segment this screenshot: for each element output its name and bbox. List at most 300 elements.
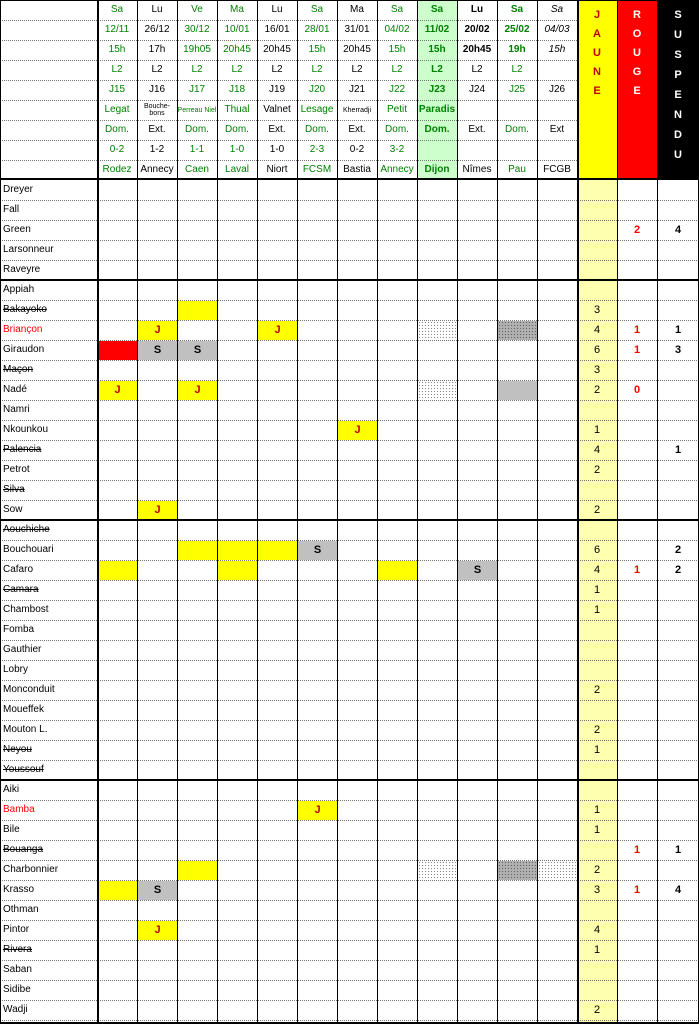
match-time: 17h — [148, 44, 166, 55]
card-cell: J — [298, 801, 337, 820]
card-cell — [178, 541, 217, 560]
card-cell: S — [178, 341, 217, 360]
suspendu-count — [657, 500, 699, 520]
column-divider — [257, 0, 258, 1024]
jaune-count — [577, 400, 617, 420]
player-name: Aiki — [3, 784, 20, 795]
match-time: 19h05 — [183, 44, 211, 55]
match-date: 10/01 — [224, 24, 250, 35]
column-divider — [417, 0, 418, 1024]
rouge-count: 1 — [633, 563, 641, 576]
rouge-count — [617, 400, 657, 420]
rouge-count — [617, 480, 657, 500]
card-cell — [258, 541, 297, 560]
match-round: J26 — [548, 84, 566, 95]
player-name: Aouchiche — [3, 524, 50, 535]
rouge-count — [617, 760, 657, 780]
match-venue: Ext — [549, 124, 565, 135]
card-cell: J — [178, 381, 217, 400]
card-cell: J — [138, 321, 177, 340]
card-cell — [98, 341, 137, 360]
match-day: Lu — [271, 4, 283, 15]
match-referee — [537, 100, 577, 120]
player-name: Bakayoko — [3, 304, 47, 315]
suspendu-count — [657, 760, 699, 780]
match-opponent: Laval — [225, 164, 249, 175]
player-name: Charbonnier — [3, 864, 59, 875]
rouge-count — [617, 660, 657, 680]
match-round: J22 — [388, 84, 406, 95]
jaune-count: 2 — [593, 503, 601, 516]
rouge-count — [617, 240, 657, 260]
column-divider — [177, 0, 178, 1024]
suspendu-count — [657, 800, 699, 820]
match-score — [537, 140, 577, 160]
card-cell: S — [138, 881, 177, 900]
match-score: 1-0 — [269, 144, 285, 155]
match-time: 15h — [308, 44, 326, 55]
jaune-count: 6 — [593, 343, 601, 356]
player-name: Saban — [3, 964, 32, 975]
match-score — [457, 140, 497, 160]
match-referee: Lesage — [300, 104, 334, 115]
player-name: Palencia — [3, 444, 42, 455]
jaune-count — [577, 260, 617, 280]
rouge-count — [617, 800, 657, 820]
suspendu-count — [657, 860, 699, 880]
jaune-count: 4 — [593, 563, 601, 576]
rouge-count — [617, 960, 657, 980]
suspendu-count — [657, 700, 699, 720]
match-opponent: FCSM — [302, 164, 332, 175]
suspendu-count — [657, 400, 699, 420]
match-league: L2 — [111, 64, 123, 75]
match-referee: Bouche-bons — [143, 103, 171, 117]
player-name: Gauthier — [3, 644, 42, 655]
suspendu-count: 1 — [674, 443, 682, 456]
card-cell — [418, 861, 457, 880]
jaune-count: 2 — [593, 1003, 601, 1016]
match-league: L2 — [391, 64, 403, 75]
suspendu-count — [657, 280, 699, 300]
rouge-header-letter: R — [633, 9, 641, 21]
player-name: Krasso — [3, 884, 35, 895]
match-round: J25 — [508, 84, 526, 95]
jaune-count: 4 — [593, 923, 601, 936]
match-venue: Dom. — [105, 124, 129, 135]
match-league: L2 — [431, 64, 443, 75]
rouge-count — [617, 700, 657, 720]
suspendu-count — [657, 720, 699, 740]
match-score: 0-2 — [349, 144, 365, 155]
player-name: Rivera — [3, 944, 32, 955]
match-venue: Dom. — [225, 124, 249, 135]
match-score: 3-2 — [389, 144, 405, 155]
player-name: Pintor — [3, 924, 30, 935]
player-name: Bouchouari — [3, 544, 54, 555]
column-divider — [217, 0, 218, 1024]
column-divider — [577, 0, 579, 1024]
match-score: 1-0 — [229, 144, 245, 155]
match-day: Lu — [151, 4, 163, 15]
match-time: 20h45 — [462, 44, 492, 55]
match-league: L2 — [471, 64, 483, 75]
player-name: Chambost — [3, 604, 49, 615]
rouge-count — [617, 580, 657, 600]
match-league: L2 — [311, 64, 323, 75]
rouge-header-letter: G — [632, 66, 642, 78]
card-cell — [498, 861, 537, 880]
jaune-count — [577, 520, 617, 540]
suspendu-count — [657, 920, 699, 940]
rouge-count — [617, 720, 657, 740]
player-name: Bouanga — [3, 844, 44, 855]
match-date: 04/03 — [544, 24, 570, 35]
jaune-count — [577, 200, 617, 220]
rouge-count — [617, 200, 657, 220]
suspendu-count — [657, 180, 699, 200]
player-name: Giraudon — [3, 344, 45, 355]
match-referee: Petit — [386, 104, 407, 115]
card-cell — [98, 561, 137, 580]
card-cell — [538, 861, 577, 880]
player-name: Sidibe — [3, 984, 31, 995]
suspendu-header-letter: N — [674, 109, 682, 121]
column-divider — [377, 0, 378, 1024]
match-day: Sa — [550, 4, 564, 15]
match-score: 0-2 — [109, 144, 125, 155]
suspendu-count: 2 — [674, 563, 682, 576]
card-cell — [218, 541, 257, 560]
suspendu-count — [657, 960, 699, 980]
jaune-header-letter: J — [593, 9, 601, 21]
match-date: 16/01 — [264, 24, 290, 35]
suspendu-count — [657, 820, 699, 840]
match-round: J21 — [348, 84, 366, 95]
player-name: Raveyre — [3, 264, 41, 275]
jaune-count: 4 — [593, 443, 601, 456]
match-opponent: Bastia — [343, 164, 371, 175]
match-score: 2-3 — [309, 144, 325, 155]
match-round: J19 — [268, 84, 286, 95]
suspendu-count — [657, 900, 699, 920]
jaune-count — [577, 280, 617, 300]
match-round: J20 — [308, 84, 326, 95]
match-venue: Dom. — [505, 124, 529, 135]
match-opponent: Pau — [508, 164, 526, 175]
jaune-header-letter: N — [593, 66, 601, 78]
card-cell — [378, 561, 417, 580]
jaune-count — [577, 700, 617, 720]
suspendu-count: 1 — [674, 323, 682, 336]
rouge-count — [617, 540, 657, 560]
match-time: 20h45 — [263, 44, 291, 55]
card-cell — [498, 321, 537, 340]
match-league: L2 — [151, 64, 163, 75]
player-name: Lobry — [3, 664, 29, 675]
match-time: 15h — [548, 44, 566, 55]
match-day: Ma — [350, 4, 364, 15]
header-row-divider — [0, 160, 577, 162]
match-time: 19h — [508, 44, 526, 55]
player-name: Wadji — [3, 1004, 28, 1015]
jaune-count — [577, 180, 617, 200]
match-league: L2 — [191, 64, 203, 75]
match-round: J17 — [188, 84, 206, 95]
rouge-count: 1 — [633, 323, 641, 336]
match-referee: Paradis — [418, 104, 456, 115]
match-day: Sa — [110, 4, 124, 15]
player-name: Fomba — [3, 624, 35, 635]
header-row-divider — [0, 140, 577, 142]
card-cell: S — [138, 341, 177, 360]
card-cell: J — [98, 381, 137, 400]
rouge-count — [617, 780, 657, 800]
jaune-count — [577, 900, 617, 920]
rouge-count: 1 — [633, 343, 641, 356]
suspendu-count — [657, 980, 699, 1000]
rouge-count — [617, 180, 657, 200]
match-league: L2 — [351, 64, 363, 75]
match-opponent: FCGB — [543, 164, 571, 175]
match-opponent: Niort — [266, 164, 288, 175]
suspendu-count: 1 — [674, 843, 682, 856]
match-referee: Kherradji — [342, 106, 371, 114]
card-cell — [418, 381, 457, 400]
player-name: Bamba — [3, 804, 35, 815]
suspendu-header-letter: S — [674, 9, 682, 21]
rouge-count — [617, 940, 657, 960]
match-league: L2 — [231, 64, 243, 75]
jaune-count: 1 — [593, 603, 601, 616]
jaune-count — [577, 780, 617, 800]
card-cell — [178, 301, 217, 320]
player-name: Bile — [3, 824, 20, 835]
jaune-count: 6 — [593, 543, 601, 556]
rouge-count: 1 — [633, 883, 641, 896]
match-time: 15h — [428, 44, 446, 55]
match-day: Sa — [510, 4, 524, 15]
match-date: 31/01 — [344, 24, 370, 35]
player-name: Petrot — [3, 464, 30, 475]
player-name: Green — [3, 224, 31, 235]
suspendu-count: 3 — [674, 343, 682, 356]
column-divider — [0, 0, 1, 1024]
jaune-count: 3 — [593, 363, 601, 376]
match-league: L2 — [271, 64, 283, 75]
card-cell — [218, 561, 257, 580]
header-row-divider — [0, 20, 577, 22]
card-cell: J — [338, 421, 377, 440]
match-venue: Ext. — [348, 124, 366, 135]
header-row-divider — [0, 80, 577, 82]
match-time: 20h45 — [223, 44, 251, 55]
card-cell: J — [138, 921, 177, 940]
card-cell: S — [298, 541, 337, 560]
match-opponent: Nîmes — [462, 164, 492, 175]
match-date: 12/11 — [104, 24, 130, 35]
player-name: Cafaro — [3, 564, 34, 575]
player-name: Mouton L. — [3, 724, 48, 735]
card-cell — [178, 861, 217, 880]
jaune-count: 1 — [593, 583, 601, 596]
rouge-count — [617, 740, 657, 760]
jaune-count — [577, 220, 617, 240]
jaune-count — [577, 840, 617, 860]
card-cell: J — [258, 321, 297, 340]
match-score — [417, 140, 457, 160]
rouge-count — [617, 280, 657, 300]
player-name: Othman — [3, 904, 39, 915]
rouge-count — [617, 260, 657, 280]
suspendu-count — [657, 300, 699, 320]
player-name: Monconduit — [3, 684, 55, 695]
header-row-divider — [0, 60, 577, 62]
rouge-count — [617, 500, 657, 520]
jaune-count — [577, 980, 617, 1000]
player-name: Appiah — [3, 284, 35, 295]
player-name: Fall — [3, 204, 20, 215]
suspendu-header-letter: U — [674, 149, 682, 161]
match-time: 15h — [108, 44, 126, 55]
rouge-header-letter: E — [633, 85, 641, 97]
jaune-count — [577, 640, 617, 660]
rouge-count: 1 — [633, 843, 641, 856]
player-name: Namri — [3, 404, 30, 415]
rouge-count: 2 — [633, 223, 641, 236]
suspendu-header-letter: U — [674, 29, 682, 41]
player-name: Neyou — [3, 744, 32, 755]
rouge-count — [617, 640, 657, 660]
suspendu-header-letter: E — [674, 89, 682, 101]
column-divider — [657, 0, 658, 1024]
rouge-count: 0 — [633, 383, 641, 396]
player-name: Youssouf — [3, 764, 44, 775]
jaune-count — [577, 240, 617, 260]
match-round: J23 — [428, 84, 446, 95]
rouge-count — [617, 600, 657, 620]
header-row-divider — [0, 120, 577, 122]
match-day: Ma — [230, 4, 244, 15]
player-name: Moueffek — [3, 704, 44, 715]
match-venue: Dom. — [385, 124, 409, 135]
jaune-header-letter: A — [593, 28, 601, 40]
jaune-count — [577, 960, 617, 980]
card-cell: J — [138, 501, 177, 520]
column-divider — [497, 0, 498, 1024]
card-cell — [498, 381, 537, 400]
match-referee — [457, 100, 497, 120]
jaune-header-letter: U — [593, 47, 601, 59]
player-name: Maçon — [3, 364, 34, 375]
match-league — [537, 60, 577, 80]
match-referee: Thual — [224, 104, 250, 115]
match-time: 15h — [388, 44, 406, 55]
match-date: 28/01 — [304, 24, 330, 35]
jaune-count: 1 — [593, 743, 601, 756]
match-opponent: Annecy — [140, 164, 174, 175]
match-round: J18 — [228, 84, 246, 95]
match-venue: Ext. — [468, 124, 486, 135]
match-opponent: Caen — [185, 164, 209, 175]
suspendu-count — [657, 640, 699, 660]
jaune-count: 4 — [593, 323, 601, 336]
player-name: Dreyer — [3, 184, 34, 195]
suspendu-count — [657, 380, 699, 400]
player-name: Nadé — [3, 384, 27, 395]
match-day: Sa — [310, 4, 324, 15]
player-name: Silva — [3, 484, 25, 495]
player-name: Larsonneur — [3, 244, 54, 255]
rouge-count — [617, 980, 657, 1000]
match-score: 1-2 — [149, 144, 165, 155]
suspendu-count — [657, 940, 699, 960]
match-day: Ve — [191, 4, 203, 15]
suspendu-count: 4 — [674, 883, 682, 896]
jaune-count — [577, 620, 617, 640]
rouge-count — [617, 920, 657, 940]
jaune-count: 3 — [593, 303, 601, 316]
match-referee — [497, 100, 537, 120]
suspendu-count — [657, 480, 699, 500]
suspendu-count — [657, 600, 699, 620]
match-score — [497, 140, 537, 160]
rouge-count — [617, 680, 657, 700]
match-opponent: Rodez — [102, 164, 132, 175]
match-score: 1-1 — [189, 144, 205, 155]
suspendu-count — [657, 780, 699, 800]
match-date: 25/02 — [504, 24, 530, 35]
rouge-count — [617, 460, 657, 480]
rouge-count — [617, 520, 657, 540]
jaune-header-letter: E — [593, 85, 601, 97]
jaune-count: 2 — [593, 723, 601, 736]
match-date: 20/02 — [464, 24, 490, 35]
match-round: J15 — [108, 84, 126, 95]
rouge-header-letter: O — [632, 28, 642, 40]
match-date: 04/02 — [384, 24, 410, 35]
rouge-count — [617, 820, 657, 840]
suspendu-count — [657, 260, 699, 280]
match-referee: Legat — [104, 104, 130, 115]
match-venue: Ext. — [148, 124, 166, 135]
jaune-count: 1 — [593, 823, 601, 836]
column-divider — [337, 0, 338, 1024]
rouge-count — [617, 360, 657, 380]
suspendu-count — [657, 620, 699, 640]
match-round: J16 — [148, 84, 166, 95]
jaune-count — [577, 480, 617, 500]
rouge-count — [617, 440, 657, 460]
match-league: L2 — [511, 64, 523, 75]
column-divider — [457, 0, 458, 1024]
header-bottom-border — [0, 178, 699, 180]
suspendu-count — [657, 1000, 699, 1020]
match-round: J24 — [468, 84, 486, 95]
jaune-count: 2 — [593, 463, 601, 476]
rouge-count — [617, 620, 657, 640]
suspendu-count — [657, 200, 699, 220]
match-venue: Dom. — [424, 124, 450, 135]
match-referee: Valnet — [263, 104, 291, 115]
player-name: Camara — [3, 584, 39, 595]
suspendu-count — [657, 460, 699, 480]
suspendu-count — [657, 360, 699, 380]
column-divider — [137, 0, 138, 1024]
match-day: Sa — [430, 4, 444, 15]
suspendu-count: 2 — [674, 543, 682, 556]
jaune-count — [577, 760, 617, 780]
